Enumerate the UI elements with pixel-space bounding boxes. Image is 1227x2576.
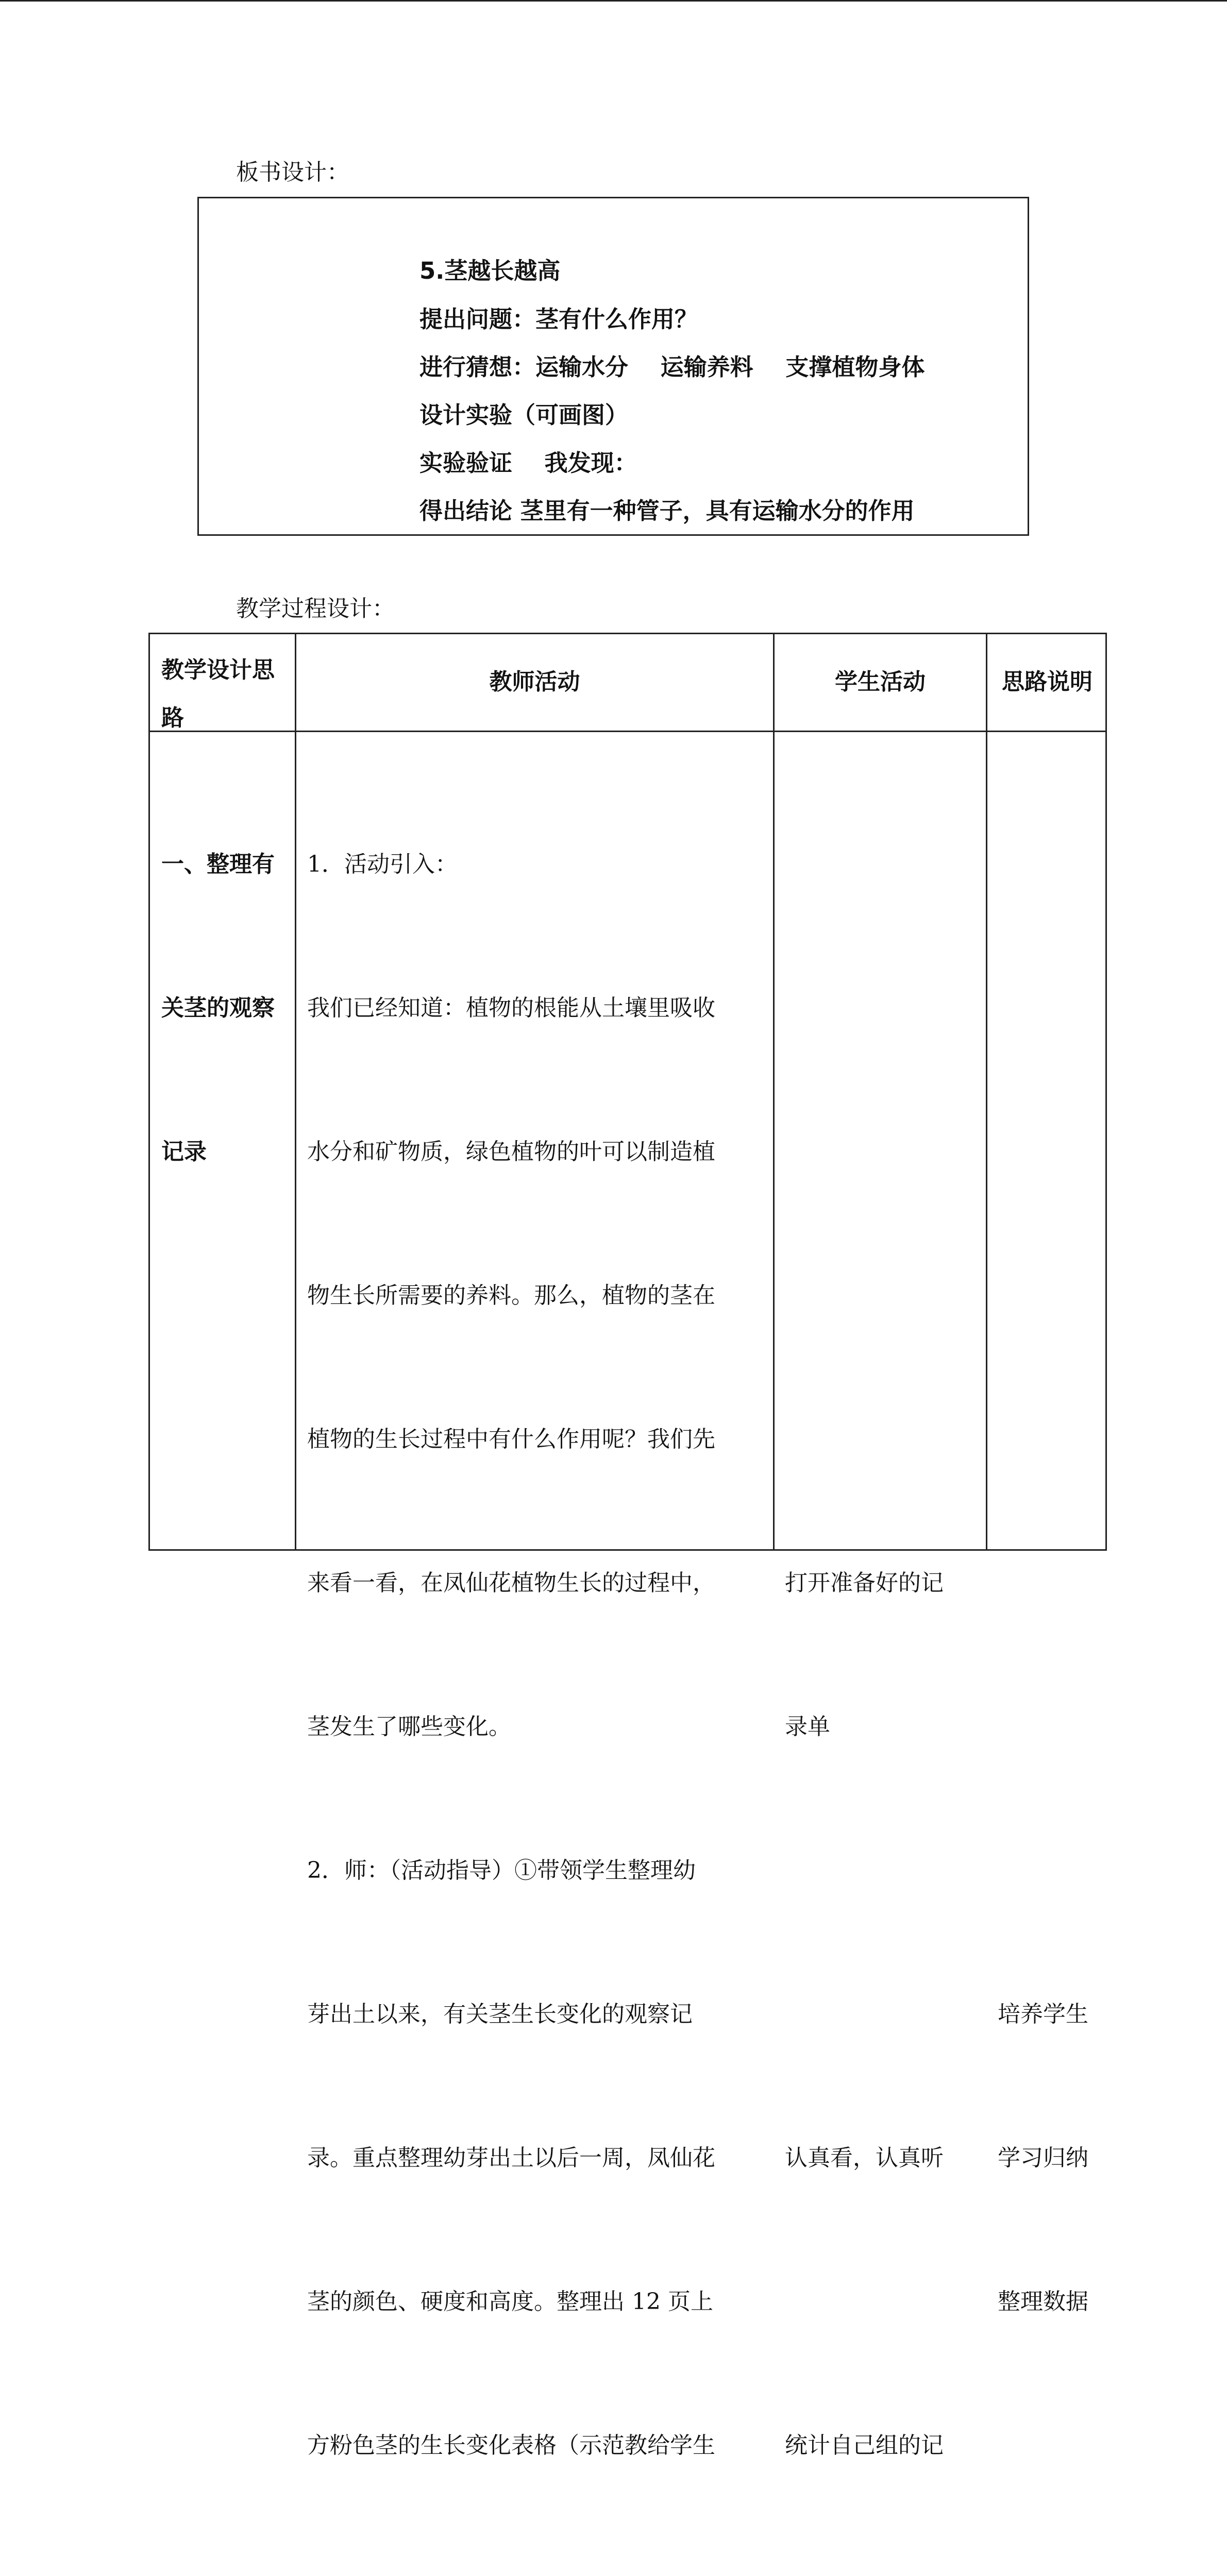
student-line [785, 1415, 964, 1463]
notes-line [998, 1128, 1088, 1176]
board-line-guess: 进行猜想：运输水分 运输养料 支撑植物身体 [419, 353, 925, 381]
teacher-line [307, 2565, 717, 2576]
teacher-line: 录。重点整理幼芽出土以后一周，凤仙花 [307, 2145, 715, 2171]
board-line-conclusion: 得出结论 茎里有一种管子，具有运输水分的作用 [419, 497, 915, 524]
student-line: 打开准备好的记 [785, 1570, 944, 1596]
teacher-line: 2．师：（活动指导）①带领学生整理幼 [307, 1857, 696, 1884]
notes-line [998, 984, 1088, 1032]
row1-design-line: 关茎的观察 [161, 995, 275, 1021]
student-line: 统计自己组的记 [785, 2432, 944, 2459]
header-design-idea [161, 646, 275, 742]
student-line [785, 1846, 964, 1894]
table-col-divider [986, 634, 987, 1549]
notes-line [998, 1703, 1088, 1751]
board-design-label: 板书设计： [236, 159, 349, 185]
row1-notes [998, 744, 1088, 2576]
row1-design-line: 记录 [161, 1139, 207, 1165]
table-col-divider [773, 634, 775, 1549]
student-line [785, 1990, 964, 2038]
student-line [785, 2278, 964, 2326]
teacher-line: 芽出土以来，有关茎生长变化的观察记 [307, 2001, 693, 2027]
teacher-line: 茎的颜色、硬度和高度。整理出 12 页上 [307, 2289, 713, 2315]
table-col-divider [295, 634, 296, 1549]
board-line-design: 设计实验（可画图） [419, 401, 629, 429]
notes-line: 学习归纳 [998, 2145, 1088, 2171]
top-rule [0, 0, 1227, 2]
board-design-box [197, 197, 1029, 536]
notes-line [998, 1272, 1088, 1319]
header-notes: 思路说明 [1002, 669, 1092, 695]
notes-line: 培养学生 [998, 2001, 1088, 2027]
student-line [785, 840, 964, 888]
notes-line [998, 1846, 1088, 1894]
teacher-line: 1．活动引入： [307, 851, 458, 877]
notes-line [998, 840, 1088, 888]
student-line [785, 984, 964, 1032]
student-line [785, 2565, 964, 2576]
header-design-idea-line2: 路 [161, 705, 184, 731]
board-line-verify: 实验验证 我发现： [419, 449, 637, 477]
notes-line [998, 1415, 1088, 1463]
table-header-divider [150, 731, 1105, 732]
header-design-idea-line1: 教学设计思 [161, 657, 275, 683]
notes-line [998, 2565, 1088, 2576]
row1-design-line: 一、整理有 [161, 851, 275, 877]
notes-line [998, 1559, 1088, 1607]
student-line: 认真看，认真听 [785, 2145, 944, 2171]
header-teacher-activity: 教师活动 [489, 669, 580, 695]
teacher-line: 物生长所需要的养料。那么，植物的茎在 [307, 1282, 715, 1309]
teacher-line: 水分和矿物质，绿色植物的叶可以制造植 [307, 1139, 715, 1165]
teacher-line: 茎发生了哪些变化。 [307, 1714, 511, 1740]
board-title: 5.茎越长越高 [419, 257, 561, 284]
process-design-label: 教学过程设计： [236, 596, 395, 622]
header-student-activity: 学生活动 [835, 669, 926, 695]
board-line-question: 提出问题：茎有什么作用？ [419, 306, 698, 333]
student-line: 录单 [785, 1714, 830, 1740]
teacher-line: 植物的生长过程中有什么作用呢？我们先 [307, 1426, 715, 1452]
student-line [785, 1272, 964, 1319]
teacher-line: 方粉色茎的生长变化表格（示范教给学生 [307, 2432, 715, 2459]
teacher-line: 我们已经知道：植物的根能从土壤里吸收 [307, 995, 715, 1021]
row1-teacher-activity [307, 744, 717, 2576]
teaching-process-table [148, 633, 1107, 2459]
notes-line: 整理数据 [998, 2289, 1088, 2315]
notes-line [998, 2421, 1088, 2469]
row1-design-idea [161, 744, 275, 1272]
teacher-line: 来看一看，在凤仙花植物生长的过程中， [307, 1570, 715, 1596]
row1-student-activity [785, 744, 964, 2576]
student-line [785, 1128, 964, 1176]
